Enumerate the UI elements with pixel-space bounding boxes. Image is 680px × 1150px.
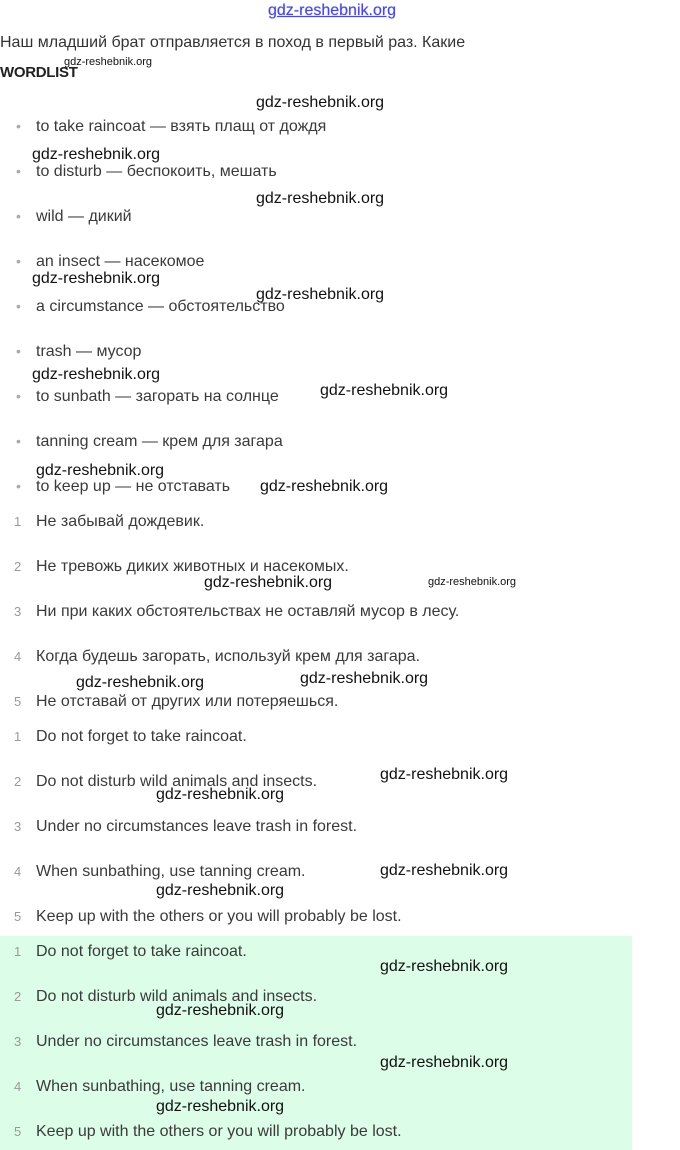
watermark: gdz-reshebnik.org — [156, 1098, 285, 1115]
watermark: gdz-reshebnik.org — [32, 146, 161, 163]
english-rule: 4 When sunbathing, use tanning cream. — [14, 863, 306, 880]
bullet-icon: • — [16, 478, 21, 494]
answer-rule: 3 Under no circumstances leave trash in forest. — [14, 1033, 358, 1050]
watermark: gdz-reshebnik.org — [64, 56, 153, 68]
wordlist-item: • to keep up — не отставать — [0, 478, 230, 496]
watermark: gdz-reshebnik.org — [156, 882, 285, 899]
answer-rule: 1 Do not forget to take raincoat. — [14, 943, 247, 960]
russian-rule: 1 Не забывай дождевик. — [14, 513, 205, 530]
russian-rule: 4 Когда будешь загорать, используй крем для загара. — [14, 648, 421, 665]
watermark: gdz-reshebnik.org — [76, 674, 205, 691]
watermark: gdz-reshebnik.org — [32, 366, 161, 383]
watermark: gdz-reshebnik.org — [36, 462, 165, 479]
bullet-icon: • — [16, 298, 21, 314]
wordlist-item: • a circumstance — обстоятельство — [0, 298, 285, 316]
watermark: gdz-reshebnik.org — [300, 670, 429, 687]
wordlist-item: • tanning cream — крем для загара — [0, 433, 283, 451]
watermark: gdz-reshebnik.org — [256, 190, 385, 207]
wordlist-item: • to take raincoat — взять плащ от дождя — [0, 118, 326, 136]
watermark: gdz-reshebnik.org — [204, 574, 333, 591]
watermark: gdz-reshebnik.org — [320, 382, 449, 399]
english-rule: 3 Under no circumstances leave trash in forest. — [14, 818, 358, 835]
watermark: gdz-reshebnik.org — [256, 94, 385, 111]
watermark: gdz-reshebnik.org — [156, 1002, 285, 1019]
watermark: gdz-reshebnik.org — [256, 286, 385, 303]
watermark: gdz-reshebnik.org — [380, 1054, 509, 1071]
wordlist-item: • wild — дикий — [0, 208, 132, 226]
russian-rule: 2 Не тревожь диких животных и насекомых. — [14, 558, 349, 575]
wordlist-title: WORDLIST — [0, 64, 78, 81]
wordlist-item: • to disturb — беспокоить, мешать — [0, 163, 277, 181]
wordlist-item: • to sunbath — загорать на солнце — [0, 388, 279, 406]
watermark: gdz-reshebnik.org — [380, 862, 509, 879]
wordlist-item: • trash — мусор — [0, 343, 141, 361]
answer-rule: 5 Keep up with the others or you will probably be lost. — [14, 1123, 402, 1140]
answer-rule: 4 When sunbathing, use tanning cream. — [14, 1078, 306, 1095]
question-text: Наш младший брат отправляется в поход в первый раз. Какие — [0, 34, 466, 51]
bullet-icon: • — [16, 253, 21, 269]
bullet-icon: • — [16, 388, 21, 404]
watermark: gdz-reshebnik.org — [32, 270, 161, 287]
answer-rule: 2 Do not disturb wild animals and insects. — [14, 988, 318, 1005]
watermark: gdz-reshebnik.org — [380, 766, 509, 783]
watermark: gdz-reshebnik.org — [380, 958, 509, 975]
site-link[interactable]: gdz-reshebnik.org — [268, 2, 397, 19]
english-rule: 5 Keep up with the others or you will probably be lost. — [14, 908, 402, 925]
bullet-icon: • — [16, 118, 21, 134]
bullet-icon: • — [16, 433, 21, 449]
russian-rule: 3 Ни при каких обстоятельствах не оставляй мусор в лесу. — [14, 603, 460, 620]
bullet-icon: • — [16, 208, 21, 224]
watermark: gdz-reshebnik.org — [156, 786, 285, 803]
english-rule: 1 Do not forget to take raincoat. — [14, 728, 247, 745]
watermark: gdz-reshebnik.org — [260, 478, 389, 495]
wordlist-item: • an insect — насекомое — [0, 253, 204, 271]
watermark: gdz-reshebnik.org — [428, 576, 517, 588]
russian-rule: 5 Не отставай от других или потеряешься. — [14, 693, 339, 710]
bullet-icon: • — [16, 163, 21, 179]
english-rule: 2 Do not disturb wild animals and insects. — [14, 773, 318, 790]
bullet-icon: • — [16, 343, 21, 359]
